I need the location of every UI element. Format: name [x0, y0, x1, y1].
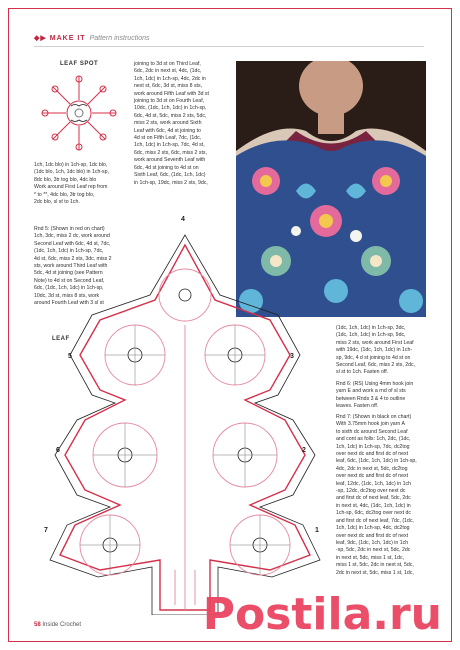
- leaf-number-6: 6: [56, 447, 60, 454]
- header-subtitle: Pattern instructions: [89, 35, 150, 42]
- leaf-spot-diagram: [42, 76, 116, 150]
- page-number: 58: [34, 622, 41, 628]
- pattern-text-col3-a: (1dc, 1ch, 1dc) in 1ch-sp, 3dc, (1dc, 1ch, 1dc) in 1ch-sp, 9dc, miss 2 sts, work around First Leaf with 19dc, (1dc, 1ch, 1dc) in 1ch- sp, 9dc, 4 d st joining to 4d st on Second Leaf, 6dc, miss 2 sts, 2dc, sl st to 1ch. Fasten off.: [336, 325, 416, 376]
- section-header: [34, 34, 149, 42]
- pattern-text-rnd7: Rnd 7: (Shown in black on chart) With 3.75mm hook join yarn A to sixth dc around Second Leaf and cont as folls: 1ch, 2dc, (1dc, 1ch, 1dc) in 1ch-sp, 7dc, dc2tog over next dc and first dc of next leaf, 6dc, (1dc, 1ch, 1dc) in 1ch-sp, 4dc, 2dc in next st, 5dc, dc2tog over next dc and first dc of next leaf, 12dc, (1dc, 1ch, 1dc) in 1ch -sp, 12dc, dc2tog over next dc and first dc of next leaf, 5dc, 2dc in next st, 4dc, (1dc, 1ch, 1dc) in 1ch-sp, 6dc, dc2tog over next dc and first dc of next leaf, 7dc, (1dc, 1ch, 1dc) in 1ch-sp, 4dc, dc2tog over next dc and first dc of next leaf, 9dc, (1dc, 1ch, 1dc) in 1ch -sp, 5dc, 2dc in next st, 5dc, 2dc in next st, 5dc, miss 1 st, 1dc, miss 1 st, 5dc, 2dc in next st, 5dc, 2dc in next st, 5dc, miss 1 st, 1dc,: [336, 414, 417, 576]
- leaf-number-3: 3: [290, 353, 294, 360]
- leaf-spot-title: LEAF SPOT: [60, 61, 99, 67]
- header-title: MAKE IT: [49, 35, 86, 42]
- leaf-number-7: 7: [44, 527, 48, 534]
- leaf-number-1: 1: [315, 527, 319, 534]
- header-divider: [34, 46, 424, 47]
- watermark: Postila.ru: [202, 589, 442, 640]
- leaf-chart: [40, 225, 330, 615]
- leaf-motifs: [80, 269, 290, 610]
- arrow-icon: ◆▶: [34, 35, 47, 42]
- leaf-number-5: 5: [68, 353, 72, 360]
- pattern-text-rnd6: Rnd 6: (RS) Using 4mm hook join yarn E and work a rnd of sl sts between Rnds 3 & 4 to outline leaves. Fasten off.: [336, 381, 414, 410]
- pattern-text-col1-top: 1ch, 1dc blo) in 1ch-sp, 1dc blo, (1dc blo, 1ch, 1dc blo) in 1ch-sp, 8dc blo, 3tr tog blo, 4dc blo Work around First Leaf rep from * to **, 4dc blo, 3tr tog blo, 2dc blo, sl st to 1ch.: [34, 162, 109, 206]
- page-footer: [34, 622, 81, 628]
- leaf-number-2: 2: [302, 447, 306, 454]
- pattern-text-rnd5: Rnd 5: (Shown in red on chart) 1ch, 3dc, miss 2 dc, work around Second Leaf with 6dc, 4d st, 7dc, (1dc, 1ch, 1dc) in 1ch-sp, 7dc, 4d st, 6dc, miss 2 sts, 3dc, miss 2 sts, work around Third Leaf with 5dc, 4d st joining (see Pattern Note) to 4d st on Second Leaf, 6dc, (1dc, 1ch, 1dc) in 1ch-sp, 10dc, 3d st, miss 8 sts, work around Fourth Leaf with 3 sl st: [34, 226, 112, 307]
- pattern-text-col2: joining to 3d st on Third Leaf, 6dc, 2dc in next st, 4dc, (1dc, 1ch, 1dc) in 1ch-sp, 4dc, 2dc in next st, 6dc, 3d st, miss 8 sts, work around Fifth Leaf with 3d st joining to 3d st on Fourth Leaf, 10dc, (1dc, 1ch, 1dc) in 1ch-sp, 6dc, 4d st, 5dc, miss 2 sts, 5dc, miss 2 sts, work around Sixth Leaf with 6dc, 4d st joining to 4d st on Fifth Leaf, 7dc, (1dc, 1ch, 1dc) in 1ch-sp, 7dc, 4d st, 6dc, miss 2 sts, 6dc, miss 2 sts, work around Seventh Leaf with 6dc, 4d st joining to 4d st on Sixth Leaf, 6dc, (1dc, 1ch, 1dc) in 1ch-sp, 19dc, miss 2 sts, 9dc,: [134, 61, 209, 186]
- magazine-name: Inside Crochet: [42, 622, 82, 628]
- leaf-number-4: 4: [181, 216, 185, 223]
- leaf-spot-chart: [36, 70, 122, 156]
- leaf-title: LEAF: [52, 336, 70, 342]
